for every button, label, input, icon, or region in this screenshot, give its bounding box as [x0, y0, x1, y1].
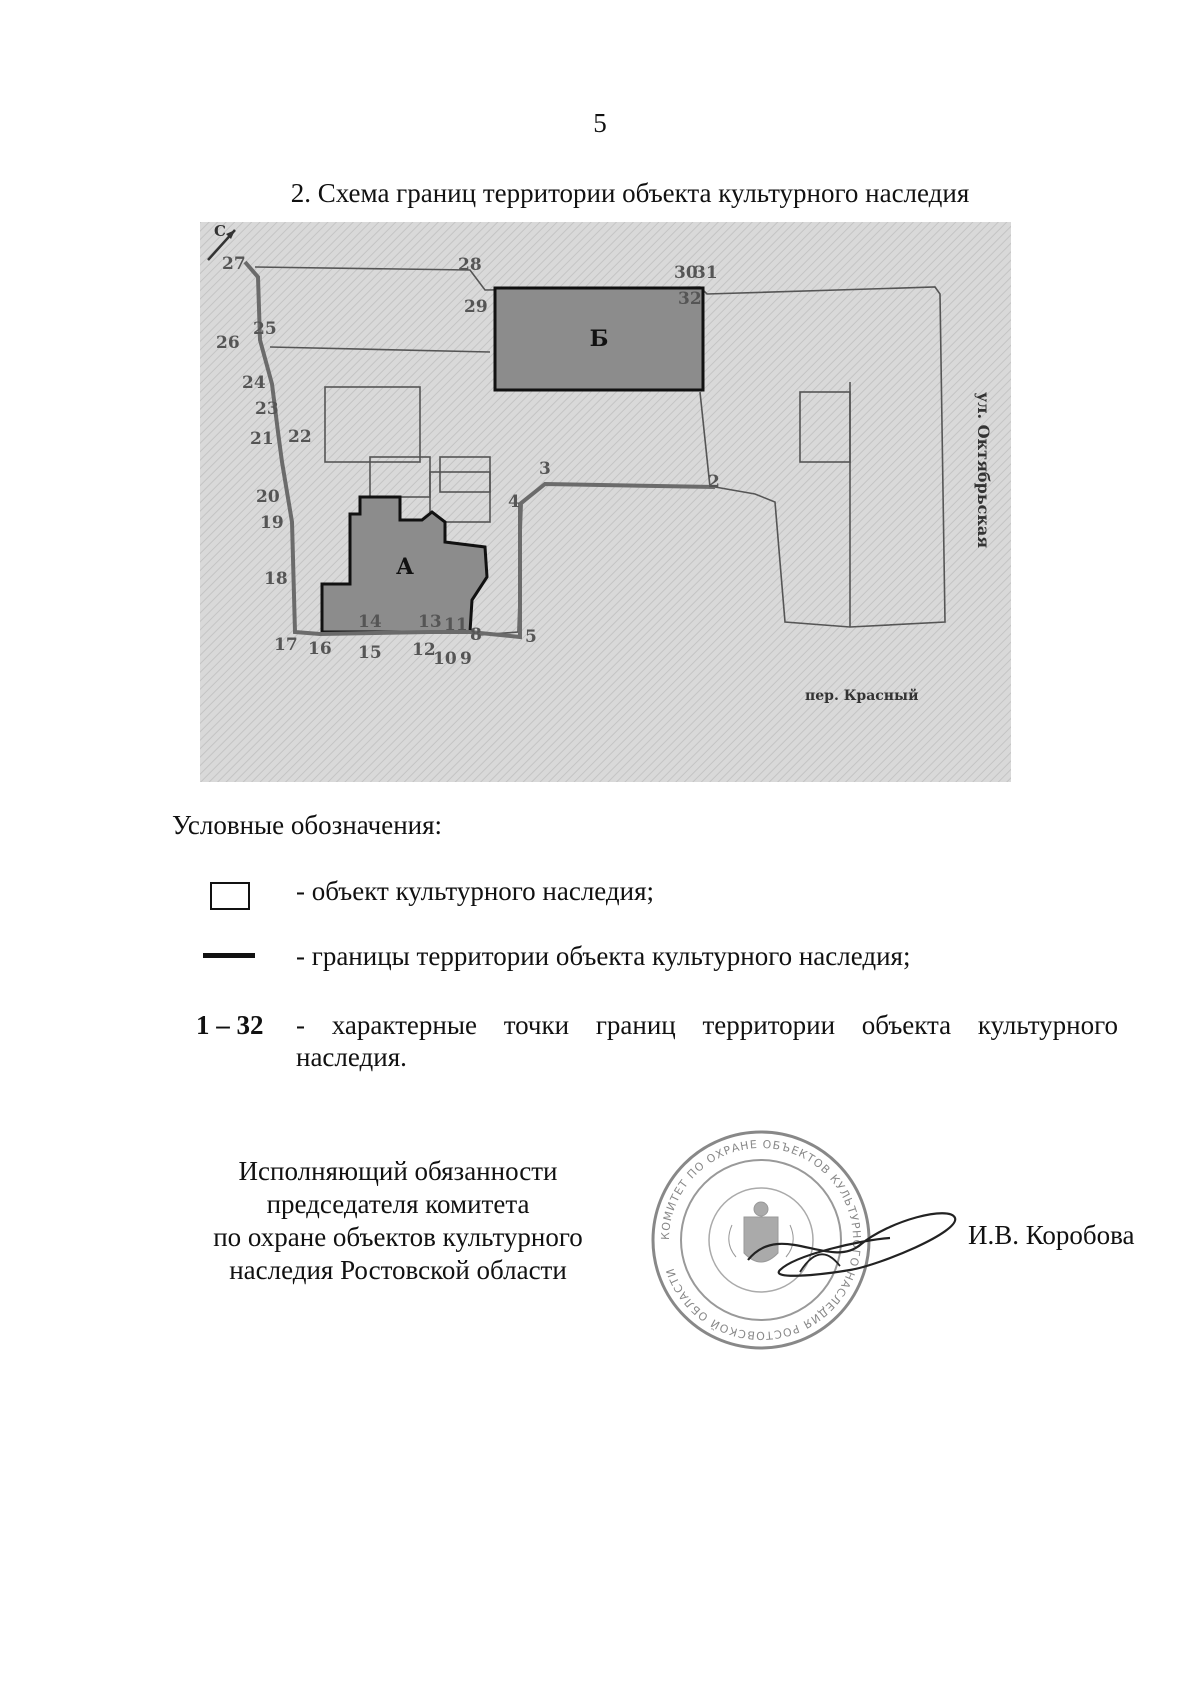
legend-object-text: - объект культурного наследия;	[296, 876, 655, 906]
boundary-map	[200, 222, 1011, 782]
signer-position-line1: Исполняющий обязанности	[238, 1156, 558, 1186]
point-label-27: 27	[222, 254, 246, 274]
street-east-label: ул. Октябрьская	[974, 392, 993, 549]
point-label-3: 3	[539, 459, 551, 479]
legend-points-text-line2: наследия.	[296, 1042, 407, 1072]
point-label-17: 17	[274, 635, 298, 655]
point-label-12: 12	[412, 640, 436, 660]
signer-name: И.В. Коробова	[968, 1220, 1135, 1250]
object-b-label: Б	[589, 326, 609, 352]
point-label-13: 13	[418, 612, 442, 632]
point-label-9: 9	[460, 649, 472, 669]
point-label-23: 23	[255, 399, 279, 419]
legend-object-symbol	[210, 882, 250, 910]
legend-points-text-line1: - характерные точки границ территории объекта культурного	[296, 1010, 1118, 1040]
page-number: 5	[593, 108, 607, 138]
north-label: С	[214, 222, 226, 240]
point-label-32: 32	[678, 289, 702, 309]
signer-position-line4: наследия Ростовской области	[229, 1255, 567, 1285]
signer-position	[188, 1155, 608, 1287]
point-label-14: 14	[358, 612, 382, 632]
legend-boundary-symbol	[203, 953, 255, 958]
point-label-25: 25	[253, 319, 277, 339]
point-label-8: 8	[470, 625, 482, 645]
point-label-29: 29	[464, 297, 488, 317]
point-label-10: 10	[433, 649, 457, 669]
legend-boundary-text: - границы территории объекта культурного наследия;	[296, 941, 911, 971]
handwritten-signature	[740, 1200, 960, 1290]
point-label-22: 22	[288, 427, 312, 447]
legend-title: Условные обозначения:	[172, 810, 443, 840]
point-label-28: 28	[458, 255, 482, 275]
point-label-18: 18	[264, 569, 288, 589]
signer-position-line3: по охране объектов культурного	[213, 1222, 583, 1252]
point-label-20: 20	[256, 487, 280, 507]
point-label-19: 19	[260, 513, 284, 533]
point-label-2: 2	[708, 472, 720, 492]
point-label-30: 30	[674, 263, 698, 283]
signer-position-line2: председателя комитета	[266, 1189, 530, 1219]
street-south-label: пер. Красный	[805, 688, 919, 704]
point-label-31: 31	[694, 263, 718, 283]
point-label-15: 15	[358, 643, 382, 663]
point-label-5: 5	[525, 627, 537, 647]
object-a-label: А	[396, 554, 414, 580]
point-label-21: 21	[250, 429, 274, 449]
page-title: 2. Схема границ территории объекта культурного наследия	[290, 178, 970, 208]
point-label-24: 24	[242, 373, 266, 393]
point-label-26: 26	[216, 333, 240, 353]
point-label-4: 4	[508, 492, 520, 512]
stamp-text: КОМИТЕТ ПО ОХРАНЕ ОБЪЕКТОВ КУЛЬТУРНОГО НАСЛЕДИЯ РОСТОВСКОЙ ОБЛАСТИ	[658, 1137, 864, 1343]
legend-points-range: 1 – 32	[196, 1010, 264, 1040]
point-label-11: 11	[444, 615, 468, 635]
point-label-16: 16	[308, 639, 332, 659]
